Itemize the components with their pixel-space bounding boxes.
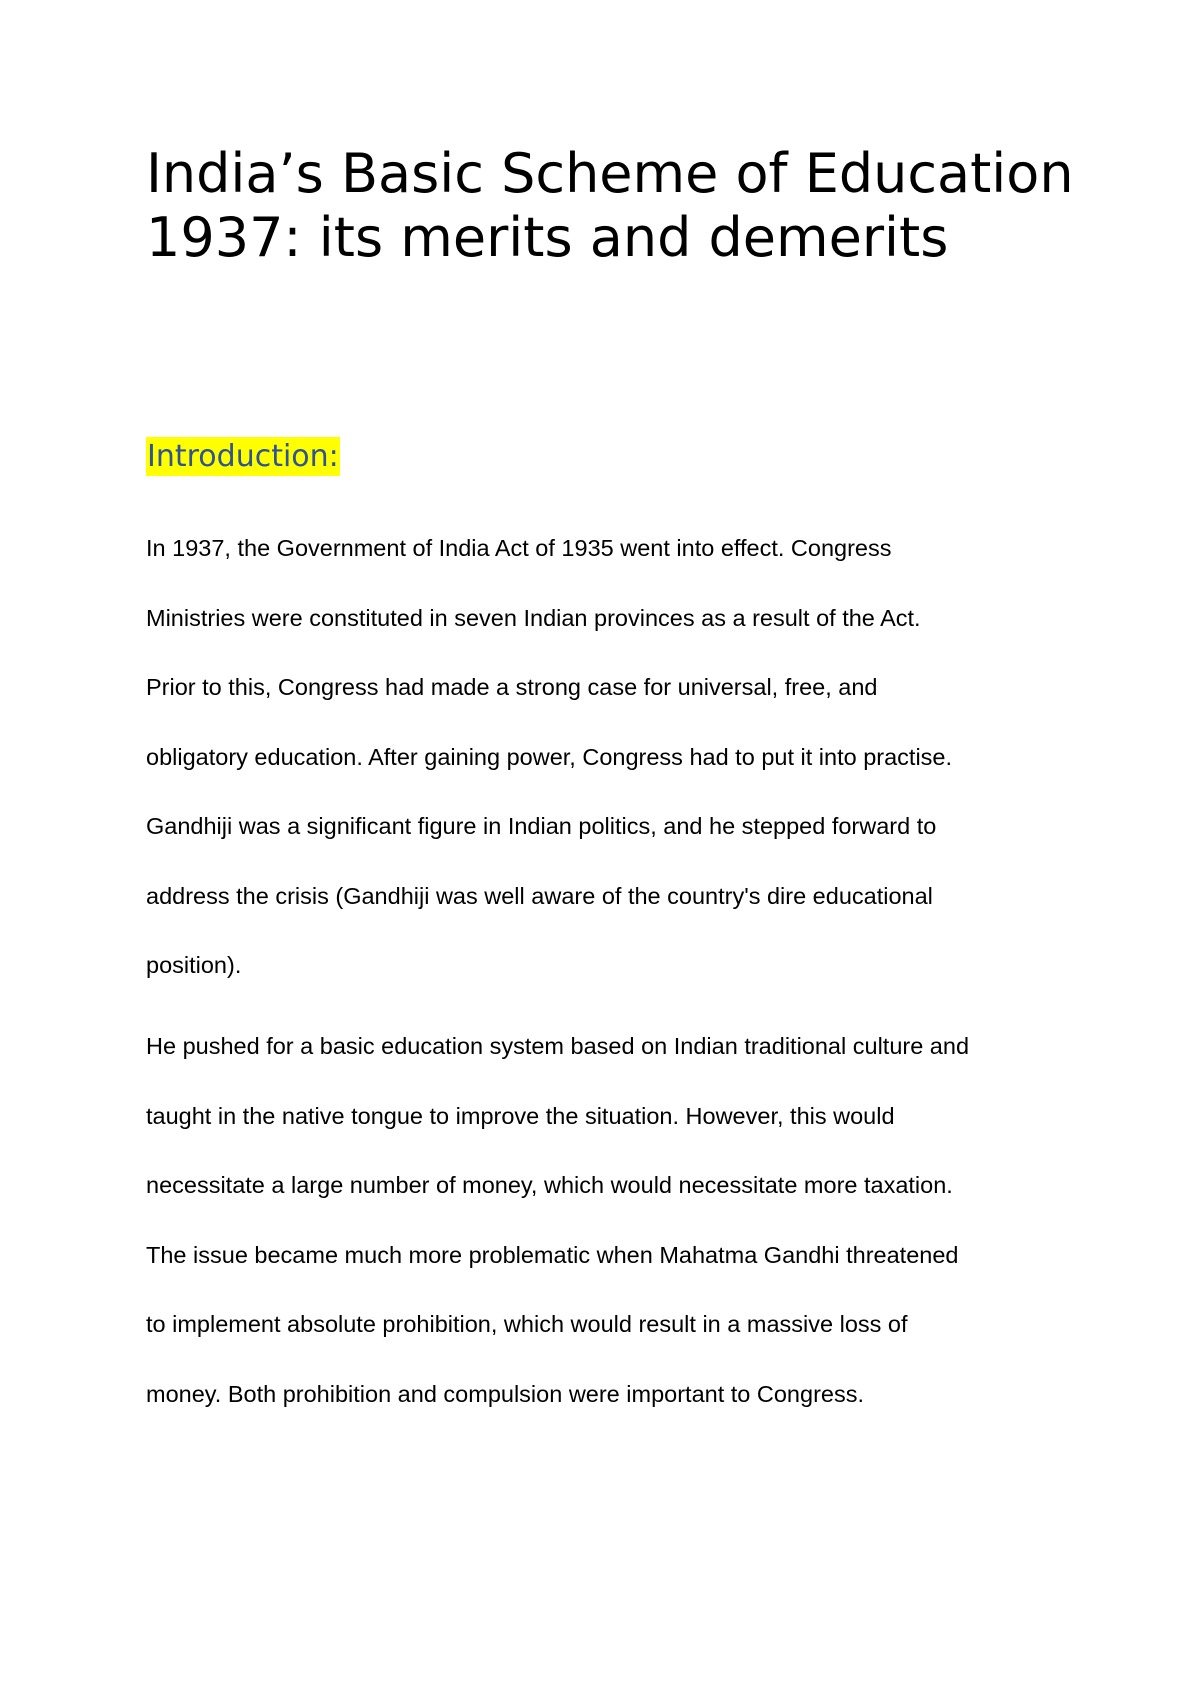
paragraph-line: He pushed for a basic education system based on Indian traditional culture and xyxy=(146,1033,970,1059)
paragraph-line: In 1937, the Government of India Act of 1935 went into effect. Congress xyxy=(146,535,892,561)
paragraph-line: necessitate a large number of money, which would necessitate more taxation. xyxy=(146,1172,953,1198)
paragraph-1 xyxy=(146,514,1076,1001)
paragraph-line: to implement absolute prohibition, which would result in a massive loss of xyxy=(146,1311,908,1337)
document-title: India’s Basic Scheme of Education 1937: its merits and demerits xyxy=(146,142,1074,269)
paragraph-line: Gandhiji was a significant figure in Indian politics, and he stepped forward to xyxy=(146,813,937,839)
paragraph-line: position). xyxy=(146,952,242,978)
section-heading-text: Introduction: xyxy=(147,439,339,474)
paragraph-2 xyxy=(146,1012,1076,1429)
paragraph-line: taught in the native tongue to improve the situation. However, this would xyxy=(146,1102,895,1129)
paragraph-line: address the crisis (Gandhiji was well aware of the country's dire educational xyxy=(146,882,933,909)
paragraph-line: The issue became much more problematic when Mahatma Gandhi threatened xyxy=(146,1241,959,1268)
paragraph-line: Prior to this, Congress had made a strong case for universal, free, and xyxy=(146,674,878,700)
paragraph-line: obligatory education. After gaining power, Congress had to put it into practise. xyxy=(146,743,953,770)
paragraph-line: money. Both prohibition and compulsion were important to Congress. xyxy=(146,1380,865,1407)
paragraph-line: Ministries were constituted in seven Indian provinces as a result of the Act. xyxy=(146,604,921,631)
section-heading xyxy=(146,438,340,476)
